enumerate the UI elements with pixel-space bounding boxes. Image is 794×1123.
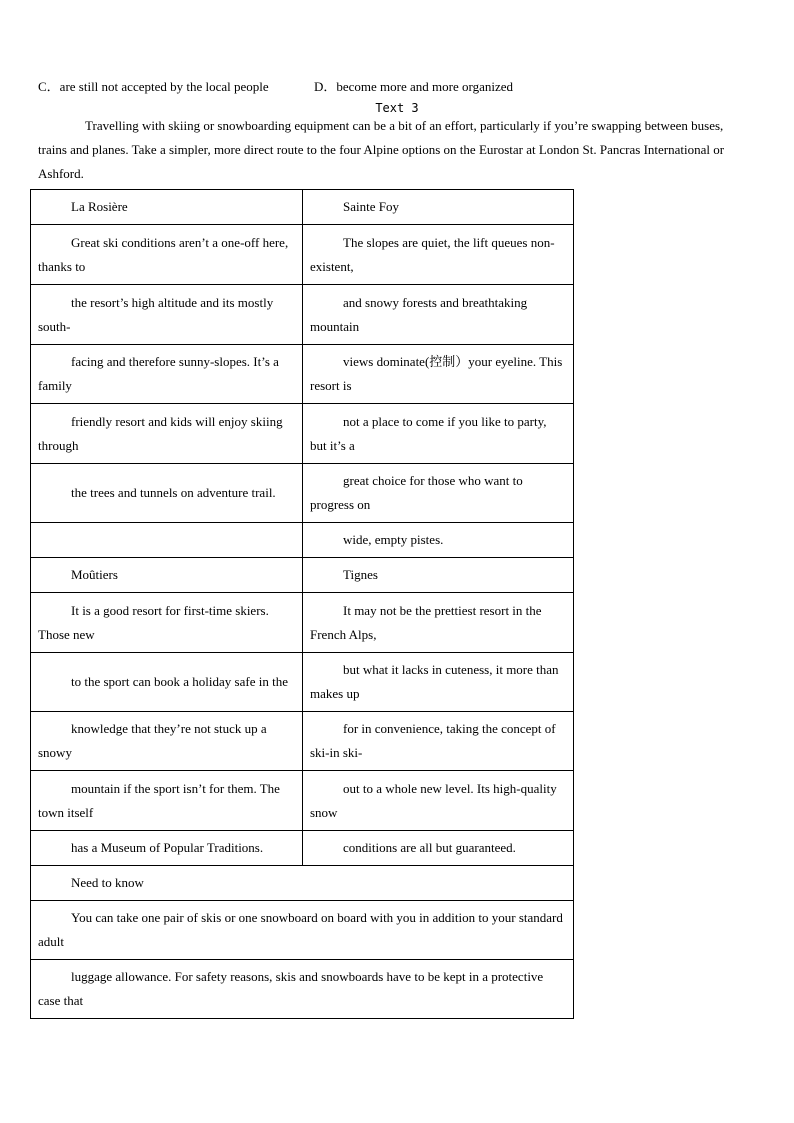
table-row xyxy=(31,464,574,523)
left-cell: mountain if the sport isn’t for them. The town itself xyxy=(31,771,303,831)
option-c: C．are still not accepted by the local people xyxy=(38,79,269,94)
left-cell: Moûtiers xyxy=(31,558,303,593)
right-cell: It may not be the prettiest resort in the French Alps, xyxy=(303,593,574,653)
right-cell: but what it lacks in cuteness, it more than makes up xyxy=(303,653,574,712)
right-cell: great choice for those who want to progress on xyxy=(303,464,574,523)
table-row xyxy=(31,558,574,593)
table-row xyxy=(31,866,574,901)
full-cell: luggage allowance. For safety reasons, skis and snowboards have to be kept in a protective case that xyxy=(31,960,574,1019)
section-title: Text 3 xyxy=(375,101,419,115)
table-row xyxy=(31,190,574,225)
left-cell xyxy=(31,523,303,558)
table-row xyxy=(31,523,574,558)
right-cell: Tignes xyxy=(303,558,574,593)
right-cell: Sainte Foy xyxy=(303,190,574,225)
intro-paragraph: Travelling with skiing or snowboarding equipment can be a bit of an effort, particularly if you’re swapping between buses, trains and planes. Take a simpler, more direct route to the four Alpine options on the Eurostar at London St. Pancras International or Ashford. xyxy=(38,118,725,181)
left-cell: has a Museum of Popular Traditions. xyxy=(31,831,303,866)
table-row xyxy=(31,901,574,960)
right-cell: not a place to come if you like to party, but it’s a xyxy=(303,404,574,464)
resort-table xyxy=(30,189,574,1019)
table-row xyxy=(31,593,574,653)
right-cell: and snowy forests and breathtaking mountain xyxy=(303,285,574,345)
right-cell: wide, empty pistes. xyxy=(303,523,574,558)
table-row xyxy=(31,831,574,866)
table-row xyxy=(31,225,574,285)
left-cell: facing and therefore sunny-slopes. It’s a family xyxy=(31,345,303,404)
right-cell: conditions are all but guaranteed. xyxy=(303,831,574,866)
left-cell: It is a good resort for first-time skiers. Those new xyxy=(31,593,303,653)
left-cell: the trees and tunnels on adventure trail. xyxy=(31,464,303,523)
table-row xyxy=(31,771,574,831)
table-row xyxy=(31,653,574,712)
table-row xyxy=(31,404,574,464)
left-cell: La Rosière xyxy=(31,190,303,225)
left-cell: to the sport can book a holiday safe in the xyxy=(31,653,303,712)
table-row xyxy=(31,345,574,404)
left-cell: friendly resort and kids will enjoy skiing through xyxy=(31,404,303,464)
table-row xyxy=(31,285,574,345)
left-cell: knowledge that they’re not stuck up a snowy xyxy=(31,712,303,771)
full-cell: You can take one pair of skis or one snowboard on board with you in addition to your standard adult xyxy=(31,901,574,960)
right-cell: out to a whole new level. Its high-quality snow xyxy=(303,771,574,831)
option-d: D．become more and more organized xyxy=(314,79,514,94)
right-cell: for in convenience, taking the concept of ski-in ski- xyxy=(303,712,574,771)
right-cell: views dominate(控制）your eyeline. This resort is xyxy=(303,345,574,404)
full-cell: Need to know xyxy=(31,866,574,901)
right-cell: The slopes are quiet, the lift queues non-existent, xyxy=(303,225,574,285)
table-row xyxy=(31,712,574,771)
left-cell: Great ski conditions aren’t a one-off here, thanks to xyxy=(31,225,303,285)
table-row xyxy=(31,960,574,1019)
left-cell: the resort’s high altitude and its mostly south- xyxy=(31,285,303,345)
